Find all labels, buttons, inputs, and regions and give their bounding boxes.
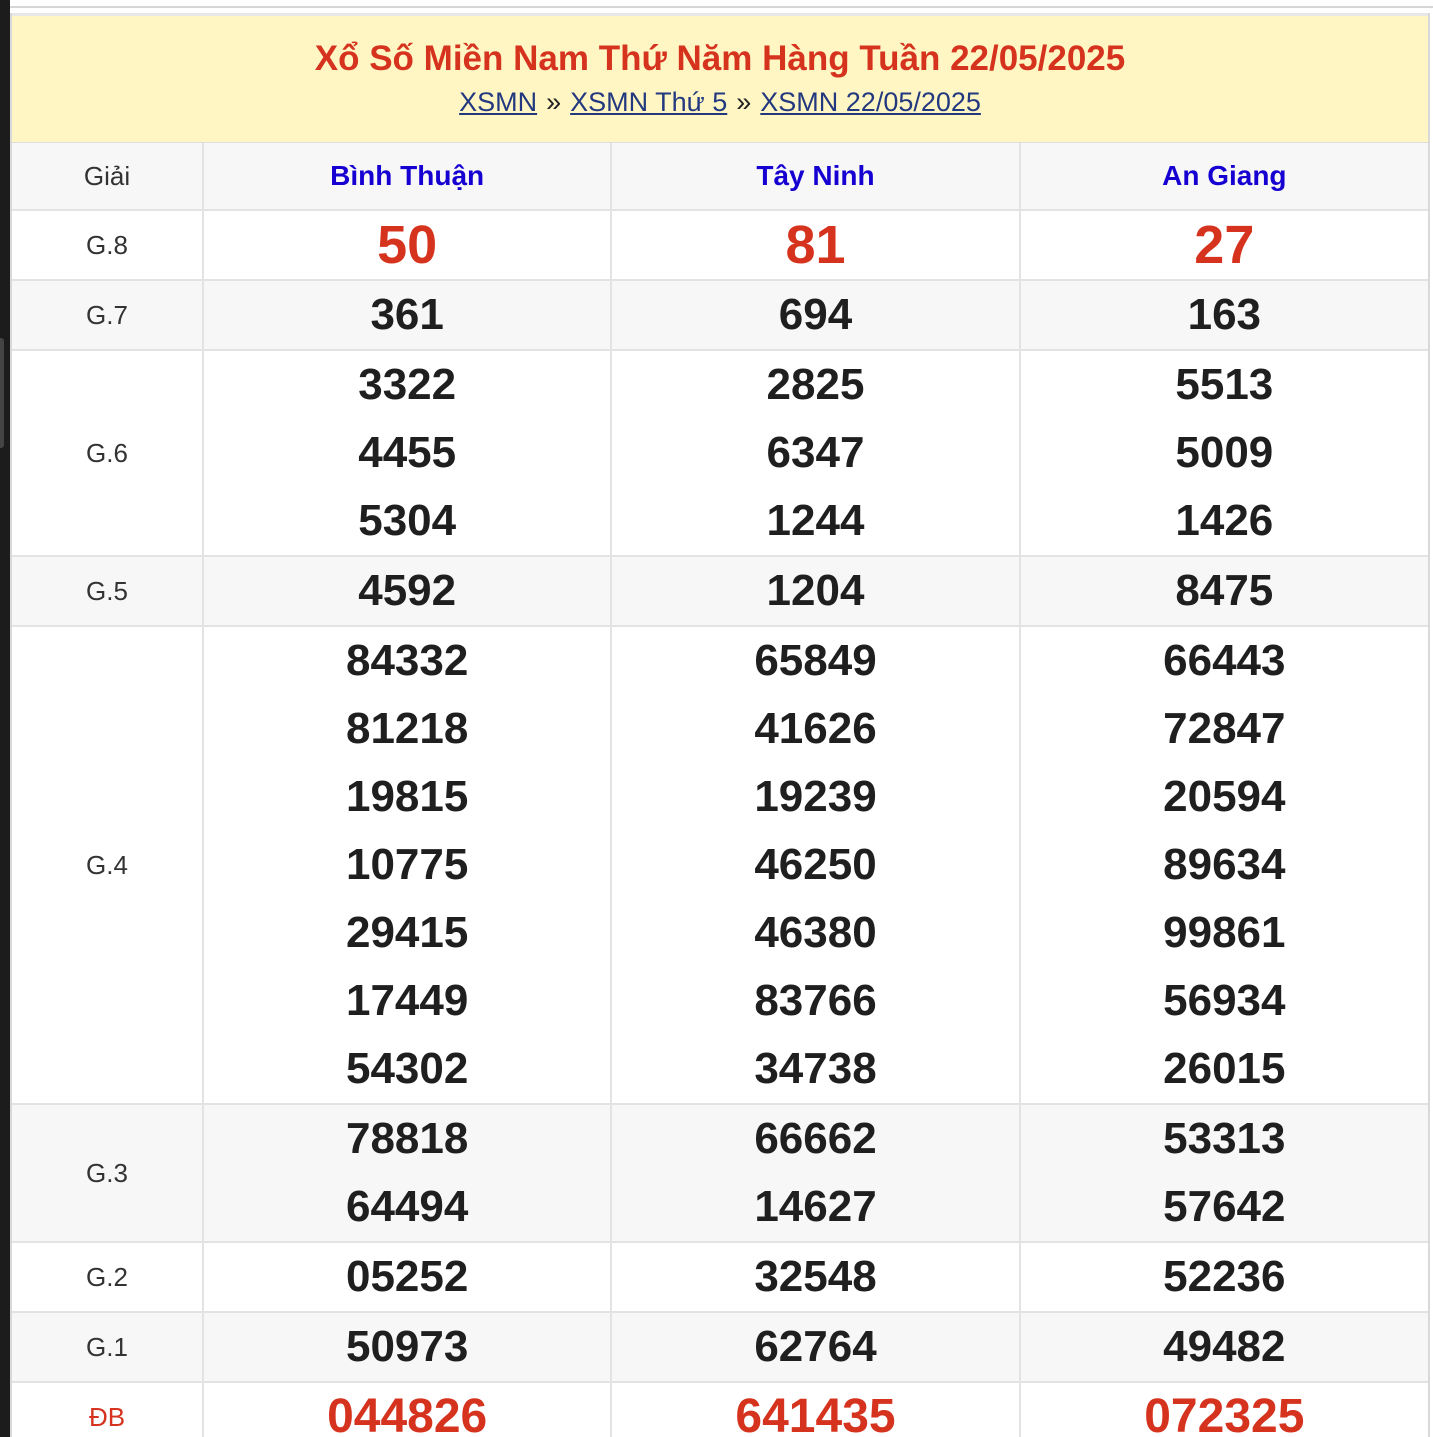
table-row (12, 1104, 1428, 1242)
prize-cell-tay-ninh (611, 1382, 1019, 1437)
prize-number: 044826 (327, 1390, 488, 1437)
prize-number: 49482 (1163, 1322, 1286, 1371)
prize-number: 6347 (766, 428, 865, 477)
table-row (12, 1382, 1428, 1437)
results-panel (10, 13, 1430, 1437)
prize-cell-an-giang (1020, 210, 1428, 280)
prize-label: G.8 (12, 210, 203, 280)
prize-label: G.5 (12, 556, 203, 626)
prize-number: 19815 (345, 772, 469, 821)
window-left-edge (0, 0, 10, 1437)
table-row (12, 280, 1428, 350)
prize-number: 641435 (735, 1390, 896, 1437)
prize-number: 32548 (754, 1252, 877, 1301)
prize-label: G.3 (12, 1104, 203, 1242)
prize-cell-an-giang (1020, 1104, 1428, 1242)
table-row (12, 210, 1428, 280)
prize-label: G.2 (12, 1242, 203, 1312)
prize-number: 81 (785, 215, 846, 275)
prize-number: 89634 (1163, 840, 1286, 889)
results-table (12, 143, 1428, 1437)
prize-cell-binh-thuan (203, 280, 611, 350)
prize-number: 2825 (766, 360, 865, 409)
prize-number: 41626 (754, 704, 877, 753)
prize-number: 78818 (345, 1114, 469, 1163)
prize-number: 66443 (1163, 636, 1286, 685)
table-row (12, 626, 1428, 1104)
table-row (12, 1312, 1428, 1382)
breadcrumb-separator: » (546, 87, 562, 117)
prize-number: 57642 (1163, 1182, 1286, 1231)
prize-number: 34738 (754, 1044, 877, 1093)
prize-cell-binh-thuan (203, 350, 611, 556)
scroll-handle[interactable] (0, 338, 4, 448)
breadcrumb-link-xsmn-thu-5[interactable]: XSMN Thứ 5 (570, 87, 728, 117)
prize-number: 4592 (358, 566, 457, 615)
prize-number: 56934 (1163, 976, 1286, 1025)
prize-cell-binh-thuan (203, 626, 611, 1104)
prize-cell-binh-thuan (203, 1382, 611, 1437)
prize-number: 53313 (1163, 1114, 1286, 1163)
table-row (12, 350, 1428, 556)
prize-number: 72847 (1163, 704, 1286, 753)
prize-number: 163 (1187, 290, 1262, 339)
prize-number: 10775 (345, 840, 469, 889)
page-title: Xổ Số Miền Nam Thứ Năm Hàng Tuần 22/05/2025 (314, 39, 1126, 78)
prize-number: 17449 (345, 976, 469, 1025)
prize-number: 50 (377, 215, 438, 275)
prize-number: 64494 (345, 1182, 469, 1231)
prize-label: G.6 (12, 350, 203, 556)
prize-cell-tay-ninh (611, 1242, 1019, 1312)
prize-number: 072325 (1144, 1390, 1305, 1437)
prize-number: 50973 (345, 1322, 469, 1371)
prize-cell-tay-ninh (611, 280, 1019, 350)
table-row (12, 556, 1428, 626)
prize-number: 1244 (766, 496, 865, 545)
prize-number: 99861 (1163, 908, 1286, 957)
prize-cell-an-giang (1020, 1312, 1428, 1382)
prize-number: 5304 (358, 496, 457, 545)
prize-number: 4455 (358, 428, 457, 477)
breadcrumb-link-xsmn-date[interactable]: XSMN 22/05/2025 (760, 87, 981, 117)
prize-cell-tay-ninh (611, 1104, 1019, 1242)
breadcrumb-separator: » (736, 87, 752, 117)
top-divider (10, 6, 1433, 8)
prize-cell-an-giang (1020, 350, 1428, 556)
prize-cell-tay-ninh (611, 1312, 1019, 1382)
prize-number: 65849 (754, 636, 877, 685)
column-header-binh-thuan[interactable]: Bình Thuận (203, 143, 611, 210)
breadcrumb-link-xsmn[interactable]: XSMN (459, 87, 538, 117)
table-row (12, 1242, 1428, 1312)
prize-number: 46250 (754, 840, 877, 889)
prize-number: 66662 (754, 1114, 877, 1163)
prize-number: 361 (370, 290, 444, 339)
prize-cell-an-giang (1020, 556, 1428, 626)
prize-number: 27 (1194, 215, 1255, 275)
prize-number: 46380 (754, 908, 877, 957)
prize-number: 20594 (1163, 772, 1286, 821)
prize-label: G.4 (12, 626, 203, 1104)
prize-number: 26015 (1163, 1044, 1286, 1093)
prize-cell-tay-ninh (611, 626, 1019, 1104)
prize-number: 54302 (345, 1044, 469, 1093)
prize-number: 62764 (754, 1322, 877, 1371)
prize-number: 3322 (358, 360, 457, 409)
prize-number: 19239 (754, 772, 877, 821)
prize-number: 8475 (1175, 566, 1274, 615)
prize-cell-tay-ninh (611, 556, 1019, 626)
prize-cell-binh-thuan (203, 210, 611, 280)
prize-cell-tay-ninh (611, 210, 1019, 280)
prize-number: 5513 (1175, 360, 1274, 409)
prize-cell-binh-thuan (203, 556, 611, 626)
prize-cell-binh-thuan (203, 1312, 611, 1382)
prize-number: 81218 (345, 704, 469, 753)
prize-number: 1204 (766, 566, 865, 615)
prize-label: G.1 (12, 1312, 203, 1382)
prize-number: 29415 (345, 908, 469, 957)
prize-cell-tay-ninh (611, 350, 1019, 556)
column-header-tay-ninh[interactable]: Tây Ninh (611, 143, 1019, 210)
prize-number: 05252 (345, 1252, 469, 1301)
prize-number: 83766 (754, 976, 877, 1025)
column-header-giai: Giải (12, 143, 203, 210)
table-header-row (12, 143, 1428, 210)
breadcrumb (12, 85, 1428, 119)
prize-label: G.7 (12, 280, 203, 350)
prize-number: 84332 (345, 636, 469, 685)
prize-cell-binh-thuan (203, 1242, 611, 1312)
prize-number: 14627 (754, 1182, 877, 1231)
prize-number: 5009 (1175, 428, 1274, 477)
prize-number: 52236 (1163, 1252, 1286, 1301)
column-header-an-giang[interactable]: An Giang (1020, 143, 1428, 210)
prize-cell-an-giang (1020, 1382, 1428, 1437)
prize-cell-binh-thuan (203, 1104, 611, 1242)
prize-cell-an-giang (1020, 1242, 1428, 1312)
prize-number: 1426 (1175, 496, 1274, 545)
prize-cell-an-giang (1020, 280, 1428, 350)
prize-number: 694 (778, 290, 853, 339)
prize-cell-an-giang (1020, 626, 1428, 1104)
prize-label: ĐB (12, 1382, 203, 1437)
results-header (12, 13, 1428, 143)
